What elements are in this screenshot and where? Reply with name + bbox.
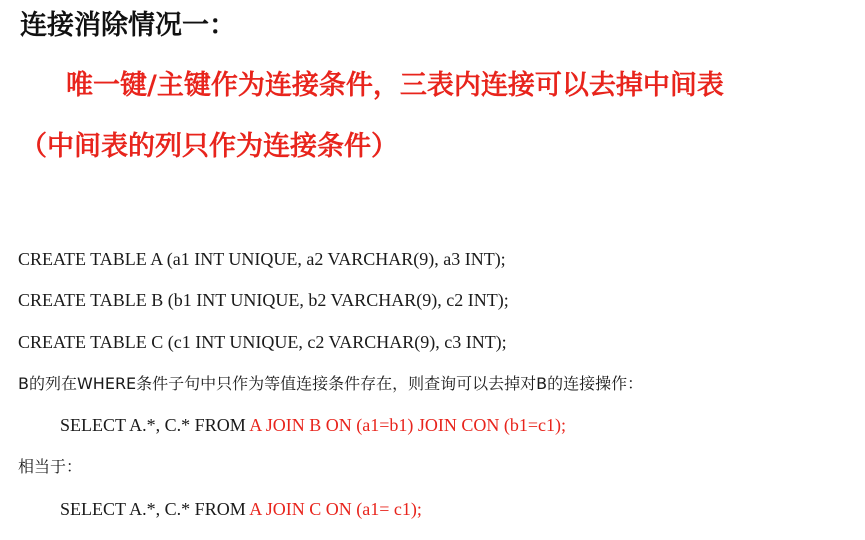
query-simplified: [60, 497, 422, 521]
query-prefix: SELECT A.*, C.* FROM: [60, 499, 250, 519]
create-table-b: CREATE TABLE B (b1 INT UNIQUE, b2 VARCHAR(9), c2 INT);: [18, 290, 509, 310]
query-join-clause: A JOIN C ON (a1= c1);: [249, 499, 422, 519]
create-table-a: CREATE TABLE A (a1 INT UNIQUE, a2 VARCHAR(9), a3 INT);: [18, 249, 506, 269]
equivalent-label: 相当于：: [18, 457, 83, 476]
query-join-clause: A JOIN B ON (a1=b1) JOIN CON (b1=c1);: [249, 415, 566, 435]
create-table-c: CREATE TABLE C (c1 INT UNIQUE, c2 VARCHAR(9), c3 INT);: [18, 332, 507, 352]
query-prefix: SELECT A.*, C.* FROM: [60, 415, 250, 435]
highlight-note: （中间表的列只作为连接条件）: [20, 131, 398, 162]
explanation-text: B的列在WHERE条件子句中只作为等值连接条件存在，则查询可以去掉对B的连接操作：: [18, 374, 644, 393]
section-heading: 连接消除情况一：: [20, 10, 236, 41]
query-with-join-b: [60, 413, 566, 437]
highlight-statement: 唯一键/主键作为连接条件，三表内连接可以去掉中间表: [66, 70, 724, 101]
